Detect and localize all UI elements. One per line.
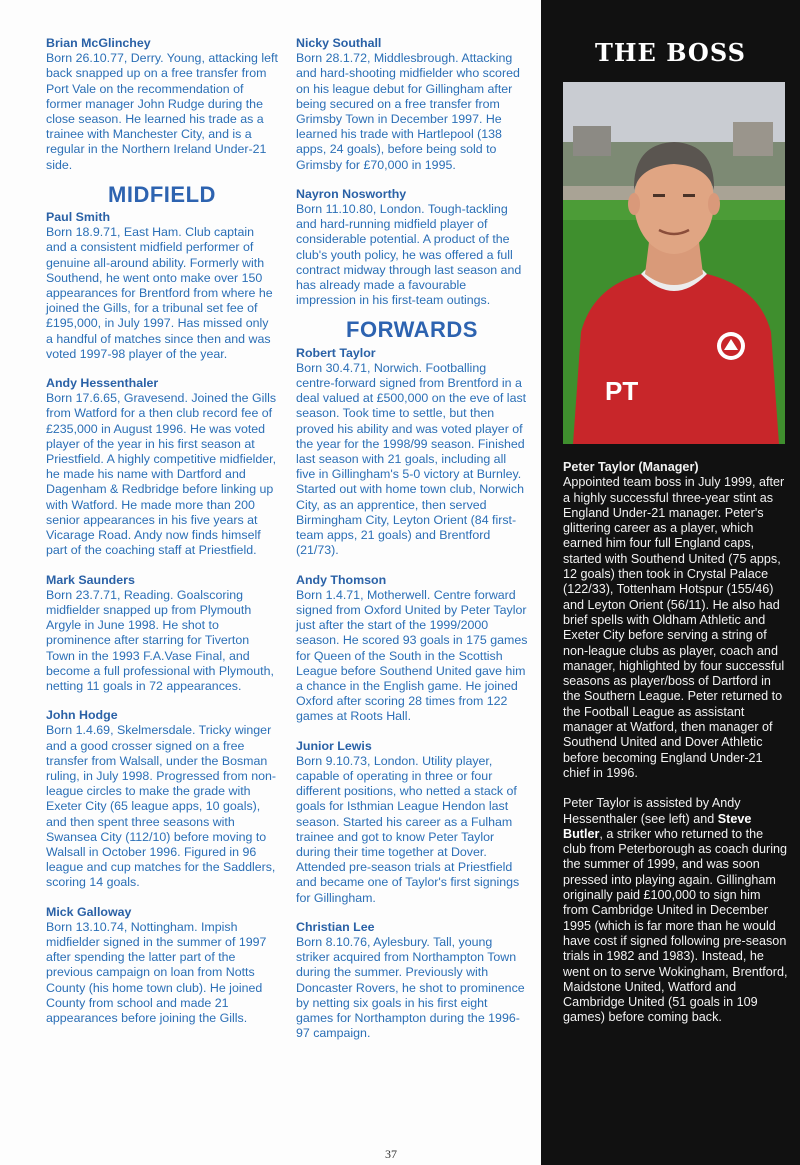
forwards-heading: FORWARDS (346, 317, 478, 343)
player-bio: Born 18.9.71, East Ham. Club captain and a consistent midfield performer of genuine all-around ability. Formerly with Southend, he went onto make over 150 appearances for Brentford from where he joined the Gills, for a tribunal set fee of £195,000, in July 1997. Has missed only a handful of matches since then and was voted 1997-98 player of the year. (46, 225, 273, 361)
player-bio: Born 9.10.73, London. Utility player, capable of operating in three or four different positions, who netted a stack of goals for Isthmian League Hendon last season. Started his career as a Fulham trainee and got to know Peter Taylor during their time together at Dover. Attended pre-season trials at Priestfield and became one of Taylor's first signings for Gillingham. (296, 753, 520, 905)
player-name: Mark Saunders (46, 572, 135, 587)
player-bio: Born 8.10.76, Aylesbury. Tall, young striker acquired from Northampton Town during the summer. Previously with Doncaster Rovers, he shot to prominence by netting six goals in his first eight games for Northampton during the 1996-97 campaign. (296, 934, 525, 1041)
shirt-initials: PT (605, 376, 639, 406)
player-bio: Born 1.4.69, Skelmersdale. Tricky winger and a good crosser signed on a free transfer from Walsall, under the Bosman ruling, in July 1998. Progressed from non-league circles to make the grade with Exeter City (65 league apps, 10 goals), and then spent three seasons with Swansea City (112/10) before moving to Walsall in October 1996. Figured in 96 league and cup matches for the Saddlers, scoring 14 goals. (46, 723, 277, 890)
player-name: Mick Galloway (46, 904, 132, 919)
player-name: Nayron Nosworthy (296, 186, 407, 201)
player-entry (46, 573, 278, 695)
player-entry (46, 36, 278, 173)
player-name: Junior Lewis (296, 738, 372, 753)
midfield-heading: MIDFIELD (108, 181, 216, 207)
manager-name: Peter Taylor (Manager) (563, 460, 699, 474)
player-name: Nicky Southall (296, 36, 382, 50)
assistants-bio-intro: Peter Taylor is assisted by Andy Hessenthaler (see left) and (563, 796, 741, 826)
player-entry (46, 905, 278, 1027)
player-entry (296, 346, 528, 559)
player-entry (46, 708, 278, 890)
player-entry (296, 739, 528, 906)
player-bio: Born 17.6.65, Gravesend. Joined the Gills from Watford for a then club record fee of £235,000 in August 1996. He was voted player of the year in his first season at Priestfield. A highly competitive midfielder, he made his name with Dartford and Dagenham & Redbridge before linking up with Watford. He made more than 200 senior appearances in his five years at Vicarage Road. Andy now finds himself part of the coaching staff at Priestfield. (46, 391, 277, 558)
boss-text (563, 460, 789, 1041)
player-name: Brian McGlinchey (46, 36, 151, 50)
player-entry (46, 210, 278, 362)
player-name: Andy Hessenthaler (46, 376, 159, 391)
player-name: Christian Lee (296, 919, 375, 934)
player-entry (296, 187, 528, 309)
boss-paragraph-2 (563, 796, 789, 1025)
manager-photo (563, 82, 785, 444)
player-entry (296, 36, 528, 173)
player-bio: Born 30.4.71, Norwich. Footballing centre-forward signed from Brentford in a deal valued at £500,000 on the eve of last season. Took time to settle, but then proved his ability and was voted player of the year for the 1998/99 season. Finished last season with 21 goals, including all five in Gillingham's 5-0 victory at Burnley. Started out with home town club, Norwich City, as an apprentice, then served Birmingham City, Leyton Orient (84 first-team apps, 21 goals) and Brentford (21/73). (296, 360, 527, 558)
player-name: Robert Taylor (296, 345, 376, 360)
assistants-bio-rest: , a striker who returned to the club from Peterborough as coach during the summer of 1999, and was soon pressed into playing again. Gillingham originally paid £100,000 to sign him from Cambridge United in December 1995 (which is far more than he would have cost if signed following pre-season trials in 1982 and 1983). Instead, he went on to serve Wokingham, Brentford, Maidstone United, Watford and Cambridge United (51 goals in 109 games) before coming back. (563, 826, 788, 1025)
player-bio: Born 28.1.72, Middlesbrough. Attacking and hard-shooting midfielder who scored on his league debut for Gillingham after being secured on a free transfer from Grimsby Town in December 1997. He learned his trade with Hartlepool (138 apps, 24 goals), before being sold to Grimsby for £70,000 in 1995. (296, 51, 520, 172)
player-name: Paul Smith (46, 210, 111, 225)
middle-column (296, 36, 528, 1055)
boss-title: THE BOSS (595, 38, 746, 67)
player-name: John Hodge (46, 708, 118, 723)
player-bio: Born 11.10.80, London. Tough-tackling and hard-running midfield player of considerable potential. A product of the club's youth policy, he was offered a full contract midway through last season and has already made a favourable impression in his first-team outings. (296, 202, 522, 308)
player-bio: Born 13.10.74, Nottingham. Impish midfielder signed in the summer of 1997 after spending the latter part of the previous campaign on loan from Notts County (his home town club). He joined County from school and made 21 appearances before joining the Gills. (46, 919, 267, 1025)
player-entry (46, 376, 278, 558)
player-bio: Born 23.7.71, Reading. Goalscoring midfielder snapped up from Plymouth Argyle in June 1998. He shot to prominence after starring for Tiverton Town in the 1993 F.A.Vase Final, and become a full professional with Plymouth, netting 11 goals in 72 appearances. (46, 587, 274, 693)
manager-photo-illustration (563, 82, 785, 444)
player-entry (296, 920, 528, 1042)
manager-bio: Appointed team boss in July 1999, after a highly successful three-year stint as England Under-21 manager. Peter's glittering career as a player, which earned him four full England caps, started with Southend United (75 apps, 12 goals) then took in Crystal Palace (122/33), Tottenham Hotspur (155/46) and Leyton Orient (56/11). He also had brief spells with Oldham Athletic and Exeter City before serving a string of non-league clubs as player, coach and manager, highlighted by four successful seasons as player/boss of Dartford in the Southern League. Peter returned to the Football League as assistant manager at Watford, then manager of Southend United and Dover Athletic before becoming England Under-21 chief in 1996. (563, 475, 785, 780)
player-bio: Born 1.4.71, Motherwell. Centre forward signed from Oxford United by Peter Taylor just after the start of the 1999/2000 season. He scored 93 goals in 175 games for Queen of the South in the Scottish League before Southend United gave him a chance in the English game. He joined Oxford after scoring 28 times from 122 games at Roots Hall. (296, 587, 528, 724)
assistant-name: Steve Butler (563, 811, 752, 841)
player-entry (296, 573, 528, 725)
page-number: 37 (385, 1147, 397, 1161)
player-bio: Born 26.10.77, Derry. Young, attacking left back snapped up on a free transfer from Port Vale on the recommendation of former manager John Rudge during the close season. He learned his trade as a trainee with Manchester City, and is a regular in the Northern Ireland Under-21 side. (46, 51, 278, 172)
left-column (46, 36, 278, 1040)
boss-paragraph-1 (563, 460, 789, 781)
player-name: Andy Thomson (296, 572, 387, 587)
boss-sidebar (541, 0, 800, 1165)
